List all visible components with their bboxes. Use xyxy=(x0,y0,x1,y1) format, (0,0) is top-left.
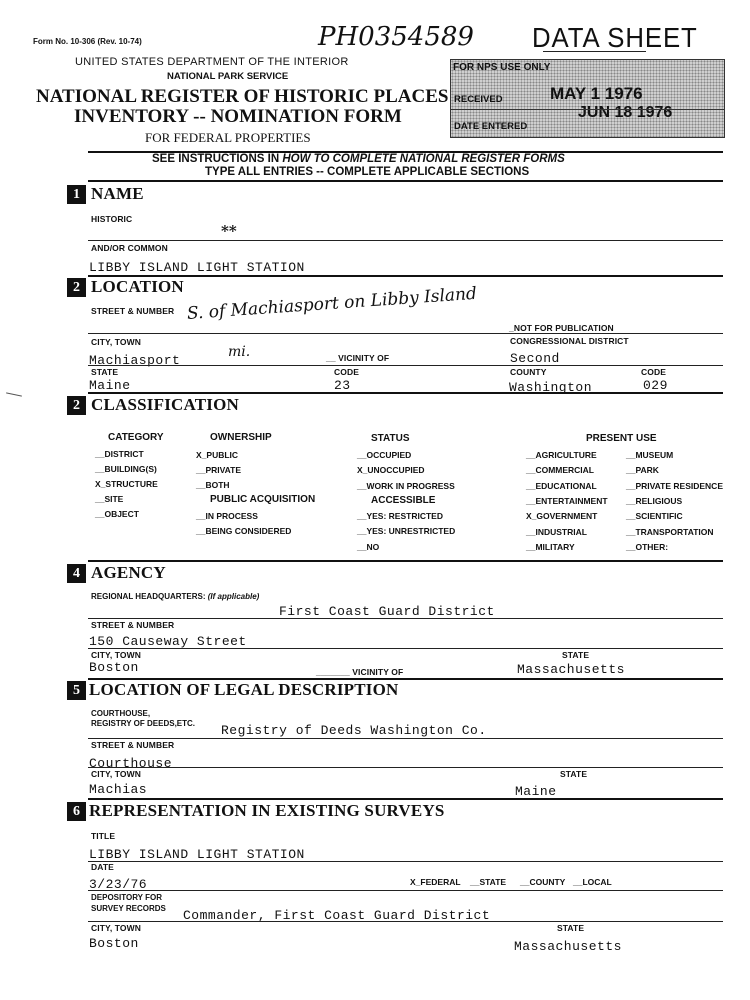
legal-street-value[interactable]: Courthouse xyxy=(89,756,173,771)
survey-city-label: CITY, TOWN xyxy=(91,923,141,933)
ownership-private[interactable]: __PRIVATE xyxy=(196,465,242,475)
section-number: 2 xyxy=(67,278,86,297)
common-name-value[interactable]: LIBBY ISLAND LIGHT STATION xyxy=(89,260,305,275)
status-occupied[interactable]: __OCCUPIED xyxy=(357,450,412,460)
acquisition-in-process[interactable]: __IN PROCESS xyxy=(196,511,258,521)
county-value[interactable]: Washington xyxy=(509,380,593,395)
legal-state-label: STATE xyxy=(560,769,588,779)
rule xyxy=(88,890,723,891)
public-acquisition-heading: PUBLIC ACQUISITION xyxy=(210,494,316,505)
rule xyxy=(88,560,723,562)
use-park[interactable]: __PARK xyxy=(626,465,659,475)
form-title-1: NATIONAL REGISTER OF HISTORIC PLACES xyxy=(36,86,449,107)
nps-use-label: FOR NPS USE ONLY xyxy=(453,62,551,73)
survey-city-value[interactable]: Boston xyxy=(89,936,139,951)
depository-label-2: SURVEY RECORDS xyxy=(91,904,166,913)
ownership-both[interactable]: __BOTH xyxy=(196,480,230,490)
legal-city-label: CITY, TOWN xyxy=(91,769,141,779)
accessible-heading: ACCESSIBLE xyxy=(371,495,436,506)
rule xyxy=(88,798,723,800)
historic-label: HISTORIC xyxy=(91,214,133,224)
section-title-name: NAME xyxy=(91,184,144,203)
box-divider xyxy=(451,109,724,110)
instructions-rule xyxy=(88,180,723,182)
common-label: AND/OR COMMON xyxy=(91,243,168,253)
depository-label-1: DEPOSITORY FOR xyxy=(91,893,162,902)
form-subtitle: FOR FEDERAL PROPERTIES xyxy=(145,130,311,145)
survey-state-value[interactable]: Massachusetts xyxy=(514,939,622,954)
section-title-legal: LOCATION OF LEGAL DESCRIPTION xyxy=(89,680,399,699)
code2-value[interactable]: 029 xyxy=(643,378,668,393)
code-label: CODE xyxy=(334,367,359,377)
section-number: 5 xyxy=(67,681,86,700)
congressional-label: CONGRESSIONAL DISTRICT xyxy=(510,336,629,346)
use-military[interactable]: __MILITARY xyxy=(526,542,575,552)
survey-federal[interactable]: X_FEDERAL xyxy=(410,877,461,887)
category-buildings[interactable]: __BUILDING(S) xyxy=(95,464,157,474)
street-handwritten[interactable]: S. of Machiasport on Libby Island xyxy=(186,283,478,324)
section-number: 4 xyxy=(67,564,86,583)
stamp-underline xyxy=(543,51,646,52)
access-unrestricted[interactable]: __YES: UNRESTRICTED xyxy=(357,526,456,536)
data-sheet-stamp: DATA SHEET xyxy=(532,22,698,53)
street-label: STREET & NUMBER xyxy=(91,306,175,316)
date-entered-label: DATE ENTERED xyxy=(454,121,528,132)
agency-street-label: STREET & NUMBER xyxy=(91,620,175,630)
section-title-surveys: REPRESENTATION IN EXISTING SURVEYS xyxy=(89,801,445,820)
received-stamp: MAY 1 1976 xyxy=(550,84,643,103)
ownership-public[interactable]: X_PUBLIC xyxy=(196,450,239,460)
courthouse-label-1: COURTHOUSE, xyxy=(91,709,151,718)
agency-vicinity-label: _______ VICINITY OF xyxy=(316,667,404,677)
rule xyxy=(88,365,723,366)
rule xyxy=(88,648,723,649)
survey-date-value[interactable]: 3/23/76 xyxy=(89,877,148,892)
rule xyxy=(88,738,723,739)
rule xyxy=(88,861,723,862)
code-value[interactable]: 23 xyxy=(334,378,351,393)
agency-city-value[interactable]: Boston xyxy=(89,660,139,675)
survey-local[interactable]: __LOCAL xyxy=(573,877,612,887)
rule xyxy=(88,392,723,394)
section-title-agency: AGENCY xyxy=(91,563,166,582)
miles-mark: mi. xyxy=(228,344,251,360)
category-heading: CATEGORY xyxy=(108,432,164,443)
access-no[interactable]: __NO xyxy=(357,542,380,552)
status-work-in-progress[interactable]: __WORK IN PROGRESS xyxy=(357,481,455,491)
use-industrial[interactable]: __INDUSTRIAL xyxy=(526,527,587,537)
agency-state-label: STATE xyxy=(562,650,590,660)
survey-title-label: TITLE xyxy=(91,831,116,841)
instructions-line-1: SEE INSTRUCTIONS IN HOW TO COMPLETE NATIONAL REGISTER FORMS xyxy=(152,153,565,165)
use-museum[interactable]: __MUSEUM xyxy=(626,450,674,460)
state-label: STATE xyxy=(91,367,119,377)
use-other[interactable]: __OTHER: xyxy=(626,542,669,552)
acquisition-being-considered[interactable]: __BEING CONSIDERED xyxy=(196,526,292,536)
use-religious[interactable]: __RELIGIOUS xyxy=(626,496,683,506)
park-service: NATIONAL PARK SERVICE xyxy=(167,71,289,82)
courthouse-value[interactable]: Registry of Deeds Washington Co. xyxy=(221,723,487,738)
department: UNITED STATES DEPARTMENT OF THE INTERIOR xyxy=(75,56,349,68)
form-number: Form No. 10-306 (Rev. 10-74) xyxy=(33,37,142,46)
regional-hq-value[interactable]: First Coast Guard District xyxy=(279,604,495,619)
use-entertainment[interactable]: __ENTERTAINMENT xyxy=(526,496,608,506)
present-use-heading: PRESENT USE xyxy=(586,433,657,444)
agency-state-value[interactable]: Massachusetts xyxy=(517,662,625,677)
survey-date-label: DATE xyxy=(91,862,114,872)
regional-hq-label: REGIONAL HEADQUARTERS: (If applicable) xyxy=(91,592,260,601)
status-unoccupied[interactable]: X_UNOCCUPIED xyxy=(357,465,425,475)
survey-state[interactable]: __STATE xyxy=(470,877,507,887)
margin-mark xyxy=(6,392,22,396)
form-title-2: INVENTORY -- NOMINATION FORM xyxy=(74,106,402,127)
rule xyxy=(88,767,723,768)
depository-value[interactable]: Commander, First Coast Guard District xyxy=(183,908,491,923)
use-transportation[interactable]: __TRANSPORTATION xyxy=(626,527,714,537)
nps-use-box xyxy=(450,59,725,138)
rule xyxy=(88,333,723,334)
section-title-classification: CLASSIFICATION xyxy=(91,395,239,414)
instructions-line-2: TYPE ALL ENTRIES -- COMPLETE APPLICABLE SECTIONS xyxy=(205,166,530,178)
category-structure[interactable]: X_STRUCTURE xyxy=(95,479,158,489)
survey-title-value[interactable]: LIBBY ISLAND LIGHT STATION xyxy=(89,847,305,862)
section-number: 2 xyxy=(67,396,86,415)
category-site[interactable]: __SITE xyxy=(95,494,124,504)
status-heading: STATUS xyxy=(371,433,410,444)
legal-state-value[interactable]: Maine xyxy=(515,784,557,799)
use-government[interactable]: X_GOVERNMENT xyxy=(526,511,598,521)
legal-city-value[interactable]: Machias xyxy=(89,782,148,797)
use-scientific[interactable]: __SCIENTIFIC xyxy=(626,511,683,521)
section-title-location: LOCATION xyxy=(91,277,184,296)
use-commercial[interactable]: __COMMERCIAL xyxy=(526,465,595,475)
category-district[interactable]: __DISTRICT xyxy=(95,449,144,459)
handwritten-id: PH0354589 xyxy=(318,22,474,52)
access-restricted[interactable]: __YES: RESTRICTED xyxy=(357,511,443,521)
legal-street-label: STREET & NUMBER xyxy=(91,740,175,750)
congressional-value[interactable]: Second xyxy=(510,351,560,366)
date-entered-stamp: JUN 18 1976 xyxy=(578,104,673,121)
survey-county[interactable]: __COUNTY xyxy=(520,877,566,887)
agency-city-label: CITY, TOWN xyxy=(91,650,141,660)
historic-mark: ** xyxy=(221,222,237,240)
survey-state-label: STATE xyxy=(557,923,585,933)
not-for-publication: _NOT FOR PUBLICATION xyxy=(509,323,614,333)
category-object[interactable]: __OBJECT xyxy=(95,509,139,519)
use-private-residence[interactable]: __PRIVATE RESIDENCE xyxy=(626,481,723,491)
rule xyxy=(88,618,723,619)
received-label: RECEIVED xyxy=(454,94,503,105)
state-value[interactable]: Maine xyxy=(89,378,131,393)
rule xyxy=(88,921,723,922)
city-value[interactable]: Machiasport xyxy=(89,353,181,368)
section-number: 6 xyxy=(67,802,86,821)
code2-label: CODE xyxy=(641,367,666,377)
agency-street-value[interactable]: 150 Causeway Street xyxy=(89,634,247,649)
use-agriculture[interactable]: __AGRICULTURE xyxy=(526,450,597,460)
ownership-heading: OWNERSHIP xyxy=(210,432,272,443)
city-label: CITY, TOWN xyxy=(91,337,141,347)
courthouse-label-2: REGISTRY OF DEEDS,ETC. xyxy=(91,719,196,728)
county-label: COUNTY xyxy=(510,367,547,377)
vicinity-label: __ VICINITY OF xyxy=(326,353,390,363)
use-educational[interactable]: __EDUCATIONAL xyxy=(526,481,597,491)
rule xyxy=(88,240,723,241)
section-number: 1 xyxy=(67,185,86,204)
